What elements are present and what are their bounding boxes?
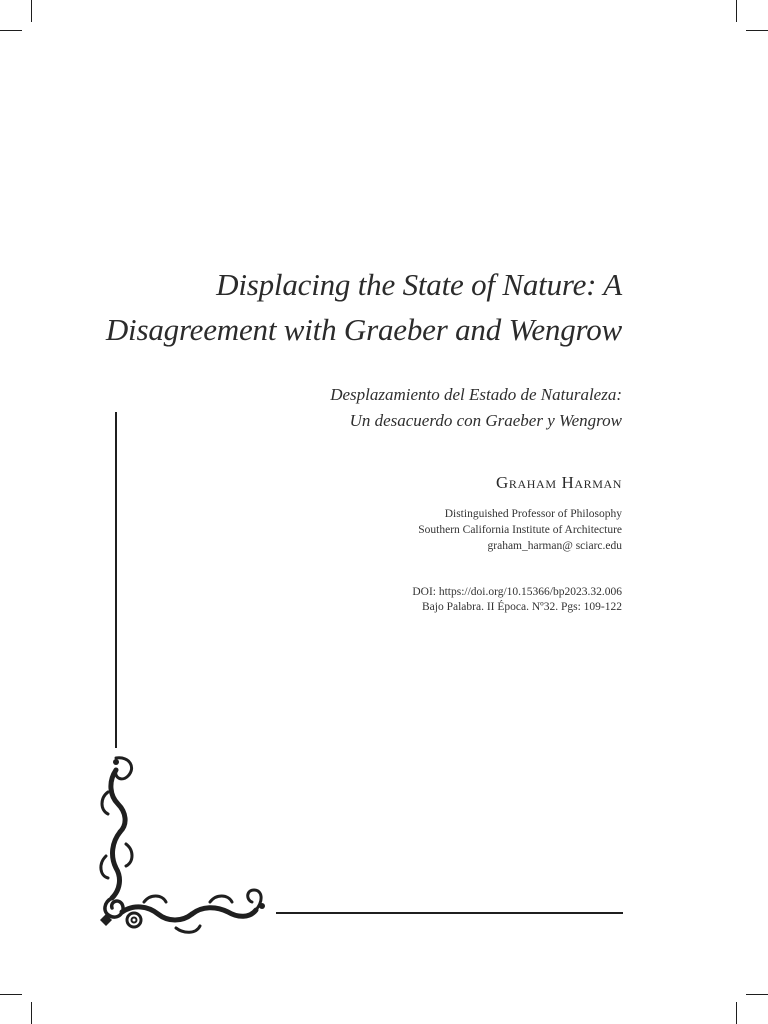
crop-mark-bottom-left-horizontal [0, 994, 22, 995]
crop-mark-top-left-vertical [31, 0, 32, 22]
frame-horizontal-rule [276, 912, 623, 914]
crop-mark-bottom-right-horizontal [746, 994, 768, 995]
crop-mark-top-left-horizontal [0, 30, 22, 31]
author-email: graham_harman@ sciarc.edu [487, 540, 622, 552]
article-subtitle [202, 382, 622, 434]
crop-mark-bottom-right-vertical [736, 1002, 737, 1024]
article-title-line-1: Displacing the State of Nature: A [216, 267, 622, 302]
publication-info [302, 585, 622, 615]
crop-mark-bottom-left-vertical [31, 1002, 32, 1024]
author-name: Graham Harman [496, 473, 622, 492]
author-affiliation [302, 506, 622, 554]
article-subtitle-line-1: Desplazamiento del Estado de Naturaleza: [330, 385, 622, 404]
article-title [62, 262, 622, 352]
crop-mark-top-right-vertical [736, 0, 737, 22]
frame-vertical-rule [115, 412, 117, 748]
crop-mark-top-right-horizontal [746, 30, 768, 31]
citation-line: Bajo Palabra. II Época. Nº32. Pgs: 109-122 [422, 601, 622, 613]
article-title-line-2: Disagreement with Graeber and Wengrow [105, 312, 622, 347]
article-subtitle-line-2: Un desacuerdo con Graeber y Wengrow [349, 411, 622, 430]
doi-link[interactable]: DOI: https://doi.org/10.15366/bp2023.32.006 [412, 586, 622, 598]
author-position: Distinguished Professor of Philosophy [444, 508, 622, 520]
corner-flourish-ornament [86, 752, 270, 936]
author-institution: Southern California Institute of Architecture [418, 524, 622, 536]
